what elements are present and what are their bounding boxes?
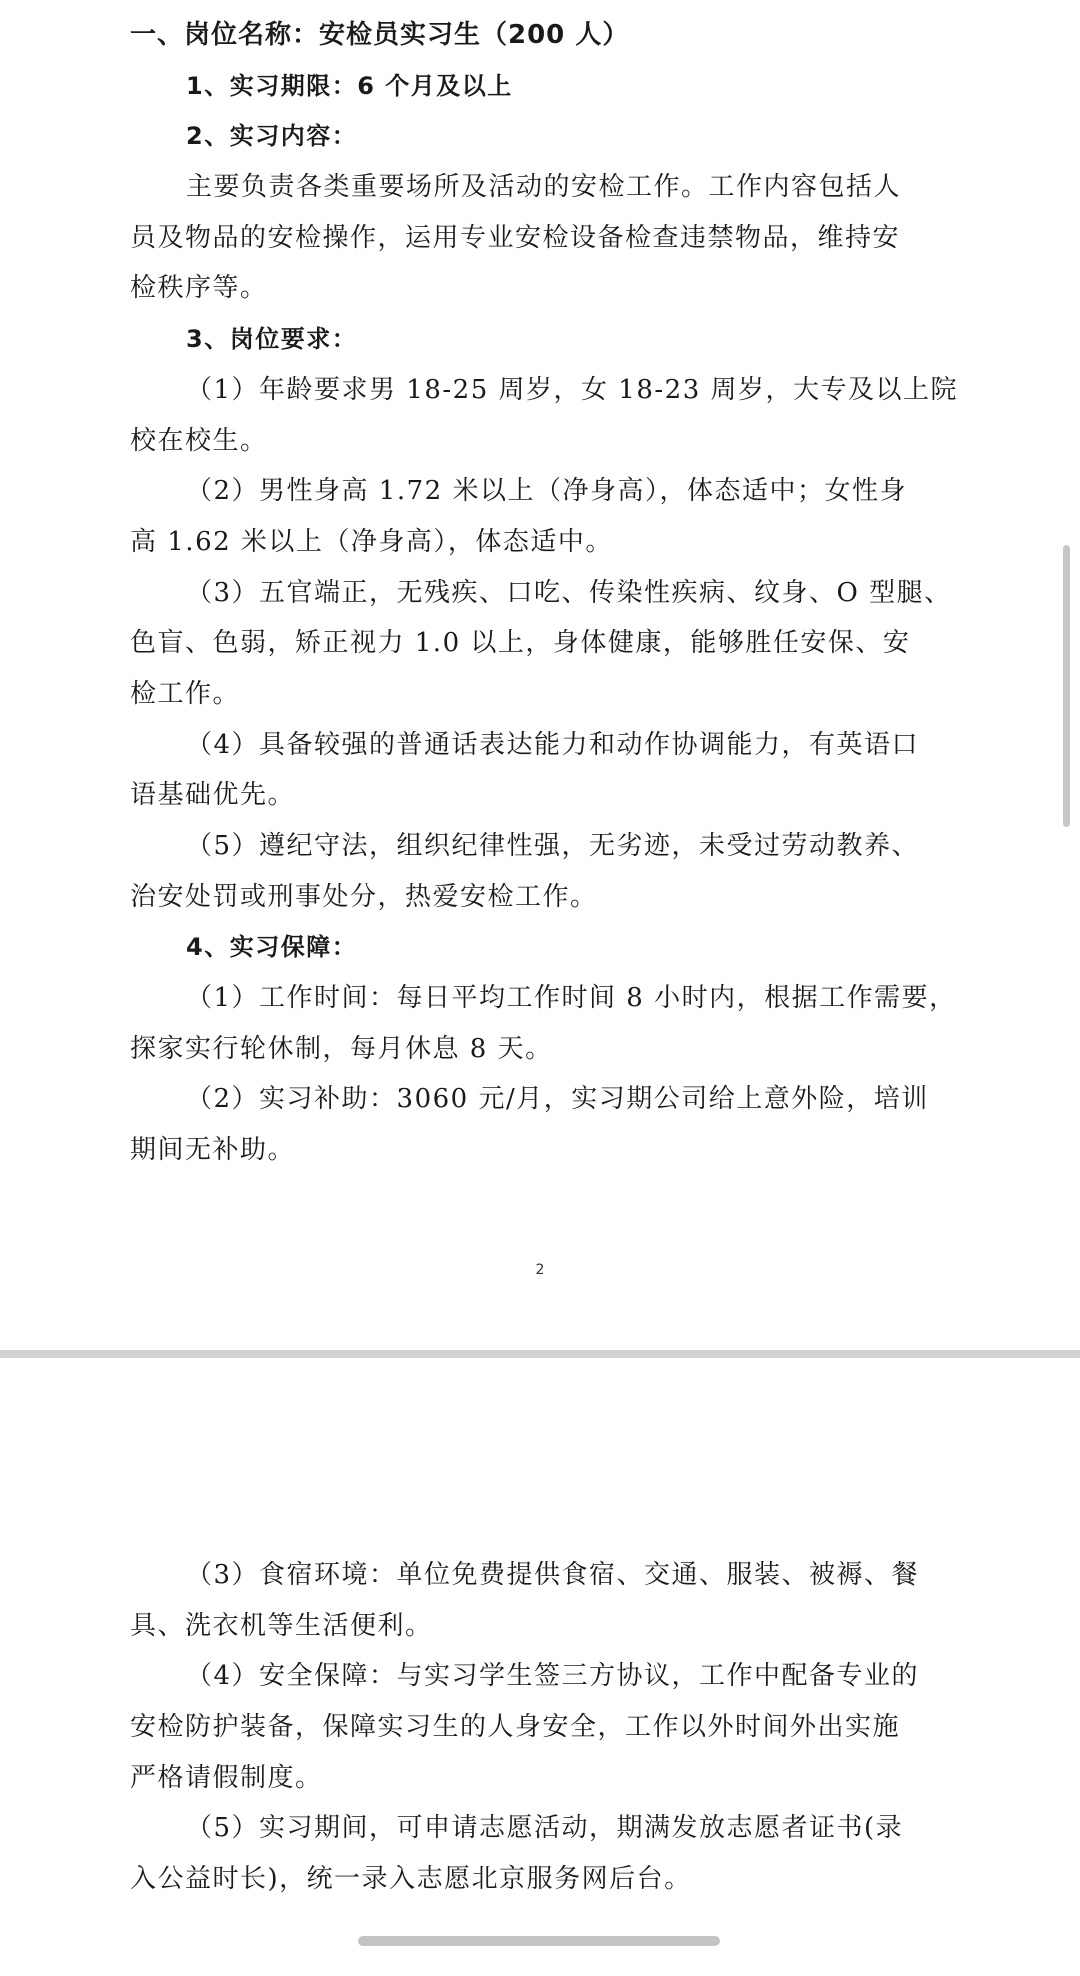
guarantee-2 bbox=[130, 1074, 950, 1175]
item-internship-period: 1、实习期限：6 个月及以上 bbox=[186, 71, 513, 100]
home-indicator[interactable] bbox=[358, 1936, 720, 1946]
paragraph-line: （4）安全保障：与实习学生签三方协议，工作中配备专业的 bbox=[186, 1661, 920, 1692]
paragraph-line: 检工作。 bbox=[130, 678, 241, 709]
paragraph-line: （3）食宿环境：单位免费提供食宿、交通、服装、被褥、餐 bbox=[186, 1560, 920, 1590]
guarantee-5 bbox=[130, 1803, 950, 1904]
guarantee-4 bbox=[130, 1651, 950, 1803]
paragraph-line: 语基础优先。 bbox=[130, 780, 296, 811]
guarantee-3 bbox=[130, 1550, 950, 1651]
document-page-3 bbox=[0, 1358, 1080, 1976]
section-heading: 一、岗位名称：安检员实习生（200 人） bbox=[130, 20, 630, 50]
page-number: 2 bbox=[535, 1262, 545, 1278]
paragraph-line: （4）具备较强的普通话表达能力和动作协调能力，有英语口 bbox=[186, 729, 920, 760]
paragraph-line: 入公益时长)，统一录入志愿北京服务网后台。 bbox=[130, 1864, 692, 1895]
paragraph-line: （1）工作时间：每日平均工作时间 8 小时内，根据工作需要， bbox=[186, 983, 957, 1014]
paragraph-line: （1）年龄要求男 18-25 周岁，女 18-23 周岁，大专及以上院 bbox=[186, 374, 959, 405]
paragraph-line: 治安处罚或刑事处分，热爱安检工作。 bbox=[130, 881, 598, 912]
paragraph-line: 高 1.62 米以上（净身高），体态适中。 bbox=[130, 526, 613, 557]
paragraph-line: （5）实习期间，可申请志愿活动，期满发放志愿者证书(录 bbox=[186, 1813, 904, 1844]
item-requirements-heading: 3、岗位要求： bbox=[186, 325, 358, 354]
paragraph-line: 严格请假制度。 bbox=[130, 1762, 323, 1793]
vertical-scrollbar[interactable] bbox=[1063, 545, 1070, 827]
paragraph-line: 色盲、色弱，矫正视力 1.0 以上，身体健康，能够胜任安保、安 bbox=[130, 628, 911, 659]
requirement-5 bbox=[130, 821, 950, 922]
paragraph-line: （2）男性身高 1.72 米以上（净身高），体态适中；女性身 bbox=[186, 476, 907, 507]
requirement-2 bbox=[130, 466, 950, 567]
paragraph-line: 具、洗衣机等生活便利。 bbox=[130, 1610, 433, 1641]
item-internship-content-heading: 2、实习内容： bbox=[186, 122, 358, 151]
requirement-1 bbox=[130, 365, 959, 466]
page-separator bbox=[0, 1350, 1080, 1358]
paragraph-line: （5）遵纪守法，组织纪律性强，无劣迹，未受过劳动教养、 bbox=[186, 831, 920, 861]
paragraph-line: 期间无补助。 bbox=[130, 1135, 296, 1166]
paragraph-line: （3）五官端正，无残疾、口吃、传染性疾病、纹身、O 型腿、 bbox=[186, 577, 952, 608]
item-guarantees-heading: 4、实习保障： bbox=[186, 933, 358, 962]
internship-content-paragraph bbox=[130, 162, 950, 314]
paragraph-line: 安检防护装备，保障实习生的人身安全，工作以外时间外出实施 bbox=[130, 1712, 901, 1743]
guarantee-1 bbox=[130, 973, 957, 1074]
page-content bbox=[130, 10, 959, 1176]
paragraph-line: 主要负责各类重要场所及活动的安检工作。工作内容包括人 bbox=[186, 172, 902, 203]
paragraph-line: 探家实行轮休制，每月休息 8 天。 bbox=[130, 1033, 553, 1064]
paragraph-line: 检秩序等。 bbox=[130, 273, 268, 304]
paragraph-line: （2）实习补助：3060 元/月，实习期公司给上意外险，培训 bbox=[186, 1084, 929, 1115]
page-content bbox=[130, 1550, 950, 1905]
requirement-4 bbox=[130, 720, 950, 821]
paragraph-line: 员及物品的安检操作，运用专业安检设备检查违禁物品，维持安 bbox=[130, 222, 901, 253]
requirement-3 bbox=[130, 568, 950, 720]
paragraph-line: 校在校生。 bbox=[130, 425, 268, 456]
